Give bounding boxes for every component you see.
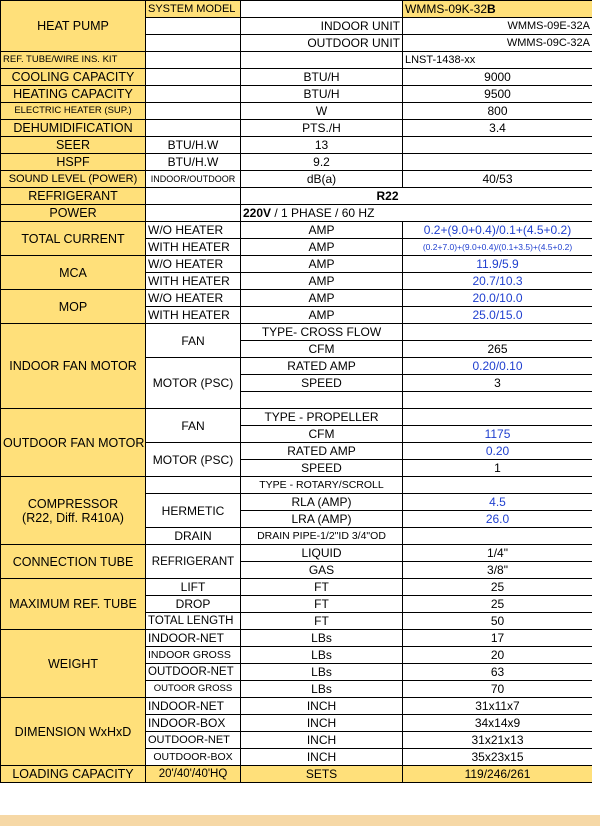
hspf-unit: BTU/H.W: [146, 154, 241, 171]
outdoor-rated-amp-value: 0.20: [403, 443, 593, 460]
blank-cell: [403, 477, 593, 494]
dim-indoor-net: 31x11x7: [403, 698, 593, 715]
electric-heater-unit: W: [241, 103, 403, 120]
gas-label: GAS: [241, 562, 403, 579]
table-row: [1, 409, 593, 426]
with-heater-label: WITH HEATER: [146, 273, 241, 290]
system-model-value: [403, 1, 593, 18]
cooling-value: 9000: [403, 69, 593, 86]
indoor-unit-value: WMMS-09E-32A: [403, 18, 593, 35]
table-row: [1, 290, 593, 307]
indoor-motor-label: MOTOR (PSC): [146, 358, 241, 409]
heating-capacity-label: HEATING CAPACITY: [1, 86, 146, 103]
blank-cell: [241, 52, 403, 69]
table-row: [1, 69, 593, 86]
table-row: [1, 579, 593, 596]
refrigerant-value: R22: [241, 188, 593, 205]
table-row: [1, 171, 593, 188]
table-row: [1, 205, 593, 222]
outdoor-motor-label: MOTOR (PSC): [146, 443, 241, 477]
rla-label: RLA (AMP): [241, 494, 403, 511]
mop-label: MOP: [1, 290, 146, 324]
total-current-wo-value: 0.2+(9.0+0.4)/0.1+(4.5+0.2): [403, 222, 593, 239]
heating-unit: BTU/H: [241, 86, 403, 103]
blank-cell: [146, 120, 241, 137]
blank-cell: [146, 86, 241, 103]
bottom-bar: [0, 815, 600, 826]
outdoor-fan-type: TYPE - PROPELLER: [241, 409, 403, 426]
heat-pump-label: HEAT PUMP: [1, 1, 146, 52]
indoor-fan-label: FAN: [146, 324, 241, 358]
compressor-label: [1, 477, 146, 545]
drain-label: DRAIN: [146, 528, 241, 545]
outdoor-box-label: OUTDOOR-BOX: [146, 749, 241, 766]
table-row: [1, 630, 593, 647]
total-current-with-value: (0.2+7.0)+(9.0+0.4)/(0.1+3.5)+(4.5+0.2): [403, 239, 593, 256]
lbs-unit: LBs: [241, 630, 403, 647]
speed-label: SPEED: [241, 460, 403, 477]
table-row: [1, 137, 593, 154]
outdoor-unit-label: OUTDOOR UNIT: [241, 35, 403, 52]
table-row: [1, 324, 593, 341]
indoor-gross-label: INDOOR GROSS: [146, 647, 241, 664]
blank-cell: [146, 103, 241, 120]
drop-label: DROP: [146, 596, 241, 613]
indoor-net-label: INDOOR-NET: [146, 630, 241, 647]
hspf-value: 9.2: [241, 154, 403, 171]
ft-unit: FT: [241, 596, 403, 613]
rated-amp-label: RATED AMP: [241, 443, 403, 460]
with-heater-label: WITH HEATER: [146, 239, 241, 256]
refrigerant-sub-label: REFRIGERANT: [146, 545, 241, 579]
inch-unit: INCH: [241, 698, 403, 715]
sound-level-label: SOUND LEVEL (POWER): [1, 171, 146, 188]
blank-cell: [241, 392, 403, 409]
compressor-type: TYPE - ROTARY/SCROLL: [241, 477, 403, 494]
ref-tube-kit-label: REF. TUBE/WIRE INS. KIT: [1, 52, 146, 69]
electric-heater-value: 800: [403, 103, 593, 120]
power-value-voltage: 220V: [243, 206, 272, 220]
cfm-label: CFM: [241, 426, 403, 443]
system-model-label: SYSTEM MODEL: [146, 1, 241, 18]
indoor-rated-amp-value: 0.20/0.10: [403, 358, 593, 375]
table-row: [1, 103, 593, 120]
refrigerant-label: REFRIGERANT: [1, 188, 146, 205]
dehumid-value: 3.4: [403, 120, 593, 137]
rated-amp-label: RATED AMP: [241, 358, 403, 375]
outdoor-unit-blank: [146, 35, 241, 52]
wo-heater-label: W/O HEATER: [146, 222, 241, 239]
inch-unit: INCH: [241, 732, 403, 749]
dim-indoor-box: 34x14x9: [403, 715, 593, 732]
heating-value: 9500: [403, 86, 593, 103]
ref-tube-kit-value: LNST-1438-xx: [403, 52, 593, 69]
mop-with-value: 25.0/15.0: [403, 307, 593, 324]
outdoor-fan-label: FAN: [146, 409, 241, 443]
rla-value: 4.5: [403, 494, 593, 511]
lift-label: LIFT: [146, 579, 241, 596]
blank-cell: [403, 409, 593, 426]
loading-sub-label: 20'/40'/40'HQ: [146, 766, 241, 783]
ft-unit: FT: [241, 579, 403, 596]
lra-label: LRA (AMP): [241, 511, 403, 528]
mca-with-value: 20.7/10.3: [403, 273, 593, 290]
outdoor-gross-label: OUTOOR GROSS: [146, 681, 241, 698]
blank-cell: [403, 528, 593, 545]
gas-value: 3/8": [403, 562, 593, 579]
outdoor-cfm-value: 1175: [403, 426, 593, 443]
inch-unit: INCH: [241, 749, 403, 766]
indoor-net-label: INDOOR-NET: [146, 698, 241, 715]
mca-wo-value: 11.9/5.9: [403, 256, 593, 273]
lbs-unit: LBs: [241, 664, 403, 681]
loading-capacity-label: LOADING CAPACITY: [1, 766, 146, 783]
power-value-rest: / 1 PHASE / 60 HZ: [271, 206, 375, 220]
table-row: [1, 188, 593, 205]
lbs-unit: LBs: [241, 647, 403, 664]
outdoor-net-label: OUTDOOR-NET: [146, 732, 241, 749]
indoor-cfm-value: 265: [403, 341, 593, 358]
indoor-unit-label: INDOOR UNIT: [241, 18, 403, 35]
system-model-value-prefix: WMMS-09K-32: [405, 2, 488, 16]
amp-unit: AMP: [241, 256, 403, 273]
blank-cell: [403, 324, 593, 341]
weight-indoor-net: 17: [403, 630, 593, 647]
ft-unit: FT: [241, 613, 403, 630]
lra-value: 26.0: [403, 511, 593, 528]
indoor-fan-type: TYPE- CROSS FLOW: [241, 324, 403, 341]
weight-outdoor-net: 63: [403, 664, 593, 681]
seer-label: SEER: [1, 137, 146, 154]
dimension-label: DIMENSION WxHxD: [1, 698, 146, 766]
compressor-line2: (R22, Diff. R410A): [22, 510, 124, 525]
sound-sub: INDOOR/OUTDOOR: [146, 171, 241, 188]
wo-heater-label: W/O HEATER: [146, 290, 241, 307]
table-row: [1, 477, 593, 494]
outdoor-fan-motor-label: OUTDOOR FAN MOTOR: [1, 409, 146, 477]
liquid-label: LIQUID: [241, 545, 403, 562]
table-row: [1, 698, 593, 715]
blank-cell: [403, 137, 593, 154]
indoor-box-label: INDOOR-BOX: [146, 715, 241, 732]
amp-unit: AMP: [241, 290, 403, 307]
cfm-label: CFM: [241, 341, 403, 358]
amp-unit: AMP: [241, 222, 403, 239]
hspf-label: HSPF: [1, 154, 146, 171]
table-row: [1, 222, 593, 239]
total-length-value: 50: [403, 613, 593, 630]
table-row: [1, 154, 593, 171]
outdoor-speed-value: 1: [403, 460, 593, 477]
table-row: [1, 52, 593, 69]
inch-unit: INCH: [241, 715, 403, 732]
drain-pipe-label: DRAIN PIPE-1/2"ID 3/4"OD: [241, 528, 403, 545]
blank-cell: [146, 477, 241, 494]
liquid-value: 1/4": [403, 545, 593, 562]
dehumidification-label: DEHUMIDIFICATION: [1, 120, 146, 137]
amp-unit: AMP: [241, 273, 403, 290]
with-heater-label: WITH HEATER: [146, 307, 241, 324]
system-model-value-suffix: B: [487, 2, 496, 16]
sets-unit: SETS: [241, 766, 403, 783]
seer-value: 13: [241, 137, 403, 154]
dehumid-unit: PTS./H: [241, 120, 403, 137]
power-value: [241, 205, 593, 222]
loading-value: 119/246/261: [403, 766, 593, 783]
dim-outdoor-net: 31x21x13: [403, 732, 593, 749]
cooling-unit: BTU/H: [241, 69, 403, 86]
blank-cell: [403, 154, 593, 171]
blank-cell: [146, 69, 241, 86]
table-row: [1, 545, 593, 562]
blank-cell: [146, 188, 241, 205]
electric-heater-label: ELECTRIC HEATER (SUP.): [1, 103, 146, 120]
table-row: [1, 256, 593, 273]
outdoor-net-label: OUTDOOR-NET: [146, 664, 241, 681]
sound-value: 40/53: [403, 171, 593, 188]
weight-outdoor-gross: 70: [403, 681, 593, 698]
total-length-label: TOTAL LENGTH: [146, 613, 241, 630]
max-ref-tube-label: MAXIMUM REF. TUBE: [1, 579, 146, 630]
table-row: [1, 766, 593, 783]
speed-label: SPEED: [241, 375, 403, 392]
outdoor-unit-value: WMMS-09C-32A: [403, 35, 593, 52]
blank-cell: [146, 52, 241, 69]
table-row: [1, 1, 593, 18]
seer-unit: BTU/H.W: [146, 137, 241, 154]
indoor-fan-motor-label: INDOOR FAN MOTOR: [1, 324, 146, 409]
amp-unit: AMP: [241, 239, 403, 256]
connection-tube-label: CONNECTION TUBE: [1, 545, 146, 579]
table-row: [1, 120, 593, 137]
hermetic-label: HERMETIC: [146, 494, 241, 528]
lift-value: 25: [403, 579, 593, 596]
sound-unit: dB(a): [241, 171, 403, 188]
table-row: [1, 86, 593, 103]
system-model-blank: [241, 1, 403, 18]
amp-unit: AMP: [241, 307, 403, 324]
weight-indoor-gross: 20: [403, 647, 593, 664]
compressor-line1: COMPRESSOR: [27, 496, 119, 511]
mop-wo-value: 20.0/10.0: [403, 290, 593, 307]
lbs-unit: LBs: [241, 681, 403, 698]
wo-heater-label: W/O HEATER: [146, 256, 241, 273]
blank-cell: [146, 205, 241, 222]
indoor-speed-value: 3: [403, 375, 593, 392]
power-label: POWER: [1, 205, 146, 222]
total-current-label: TOTAL CURRENT: [1, 222, 146, 256]
mca-label: MCA: [1, 256, 146, 290]
drop-value: 25: [403, 596, 593, 613]
indoor-unit-blank: [146, 18, 241, 35]
cooling-capacity-label: COOLING CAPACITY: [1, 69, 146, 86]
blank-cell: [403, 392, 593, 409]
weight-label: WEIGHT: [1, 630, 146, 698]
dim-outdoor-box: 35x23x15: [403, 749, 593, 766]
right-margin: [592, 0, 600, 815]
